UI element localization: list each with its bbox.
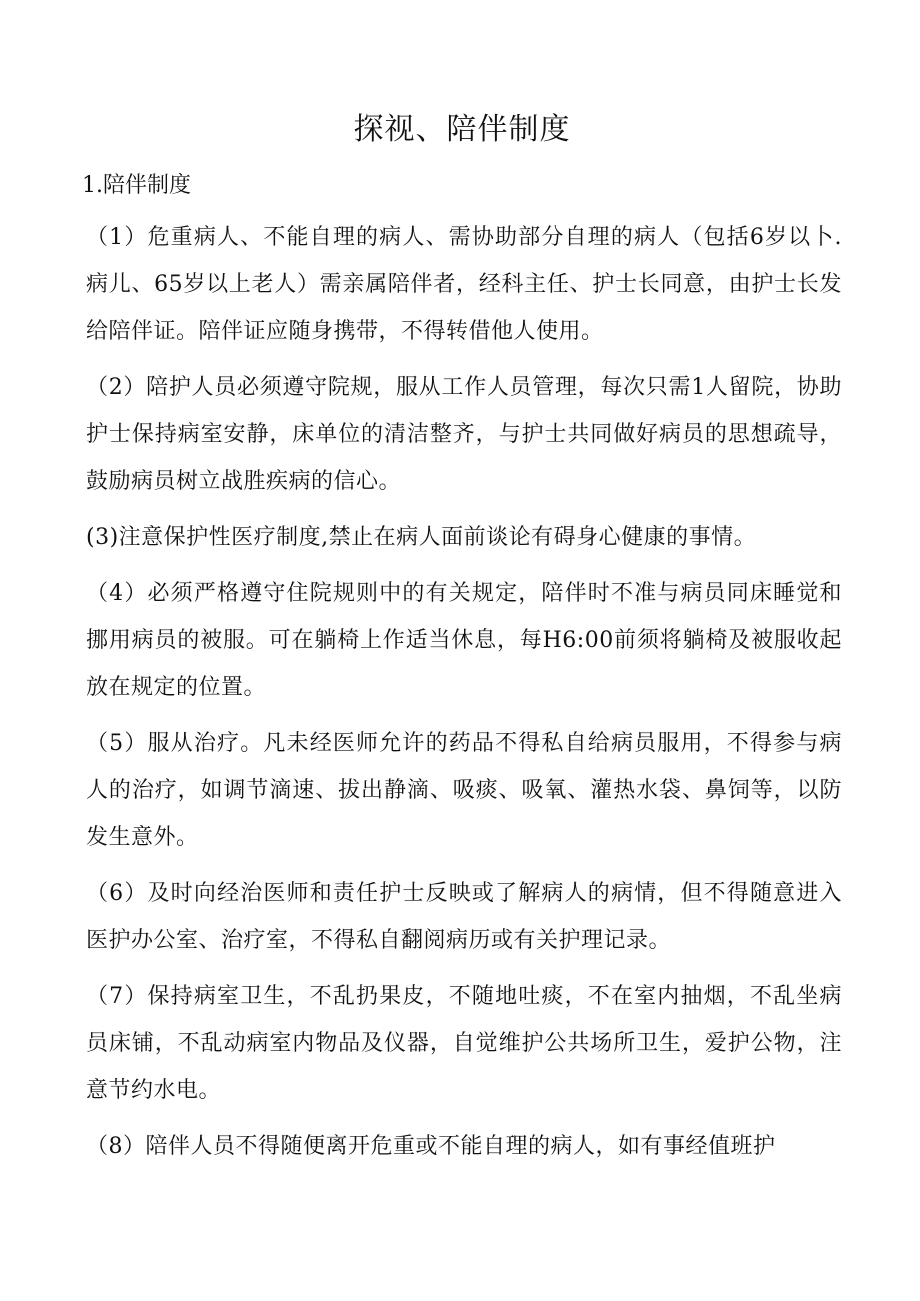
section-heading: 1.陪伴制度 (82, 173, 191, 198)
paragraph-7: （7）保持病室卫生，不乱扔果皮，不随地吐痰，不在室内抽烟，不乱坐病员床铺，不乱动病室内物品及仪器，自觉维护公共场所卫生，爱护公物，注意节约水电。 (86, 984, 842, 1103)
document-title: 探视、陪伴制度 (353, 112, 571, 147)
paragraph-1: （1）危重病人、不能自理的病人、需协助部分自理的病人（包括6岁以卜.病儿、65岁以上老人）需亲属陪伴者，经科主任、护士长同意，由护士长发给陪伴证。陪伴证应随身携带，不得转借他人使用。 (86, 225, 842, 344)
paragraph-5: （5）服从治疗。凡未经医师允许的药品不得私自给病员服用，不得参与病人的治疗，如调节滴速、拔出静滴、吸痰、吸氧、灌热水袋、鼻饲等，以防发生意外。 (86, 731, 842, 850)
paragraph-3: (3)注意保护性医疗制度,禁止在病人面前谈论有碍身心健康的事情。 (86, 525, 757, 550)
paragraph-8: （8）陪伴人员不得随便离开危重或不能自理的病人，如有事经值班护 (86, 1134, 776, 1159)
paragraph-4: （4）必须严格遵守住院规则中的有关规定，陪伴时不准与病员同床睡觉和挪用病员的被服。可在躺椅上作适当休息，每H6:00前须将躺椅及被服收起放在规定的位置。 (86, 581, 842, 700)
paragraph-2: （2）陪护人员必须遵守院规，服从工作人员管理，每次只需1人留院，协助护士保持病室安静，床单位的清洁整齐，与护士共同做好病员的思想疏导，鼓励病员树立战胜疾病的信心。 (86, 375, 842, 494)
paragraph-6: （6）及时向经治医师和责任护士反映或了解病人的病情，但不得随意进入医护办公室、治疗室，不得私自翻阅病历或有关护理记录。 (86, 881, 842, 953)
